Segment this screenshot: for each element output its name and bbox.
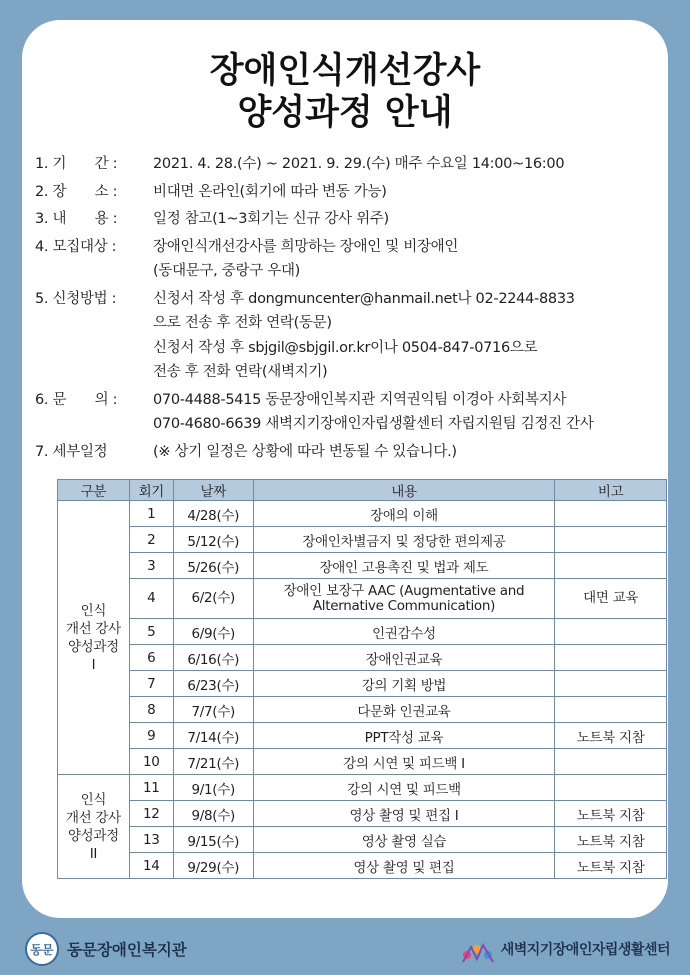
schedule-table bbox=[57, 479, 667, 879]
dongmun-logo-icon: 동문 bbox=[25, 932, 59, 966]
date-cell: 7/7(수) bbox=[173, 697, 253, 723]
note-cell bbox=[555, 645, 667, 671]
saebyeok-logo-icon bbox=[461, 935, 495, 963]
content-cell: 영상 촬영 및 편집 I bbox=[253, 801, 555, 827]
info-line: 으로 전송 후 전화 연락(동문) bbox=[153, 315, 332, 331]
session-cell: 7 bbox=[129, 671, 173, 697]
group-cell: 인식 개선 강사 양성과정 I bbox=[58, 501, 130, 775]
group-cell: 인식 개선 강사 양성과정 II bbox=[58, 775, 130, 879]
info-item-target bbox=[35, 235, 660, 284]
table-header-row bbox=[58, 480, 667, 501]
note-cell bbox=[555, 501, 667, 527]
content-cell: 강의 기획 방법 bbox=[253, 671, 555, 697]
date-cell: 5/12(수) bbox=[173, 527, 253, 553]
note-cell bbox=[555, 749, 667, 775]
session-cell: 13 bbox=[129, 827, 173, 853]
note-cell: 노트북 지참 bbox=[555, 801, 667, 827]
note-cell: 대면 교육 bbox=[555, 579, 667, 619]
session-cell: 4 bbox=[129, 579, 173, 619]
date-cell: 6/2(수) bbox=[173, 579, 253, 619]
info-line: 070-4680-6639 새벽지기장애인자립생활센터 자립지원팀 김정진 간사 bbox=[153, 416, 594, 432]
saebyeok-logo-block bbox=[461, 935, 670, 963]
date-cell: 9/15(수) bbox=[173, 827, 253, 853]
note-cell bbox=[555, 527, 667, 553]
table-row bbox=[58, 645, 667, 671]
content-cell: 장애인권교육 bbox=[253, 645, 555, 671]
table-row bbox=[58, 827, 667, 853]
note-cell bbox=[555, 553, 667, 579]
table-row bbox=[58, 697, 667, 723]
table-row bbox=[58, 671, 667, 697]
date-cell: 4/28(수) bbox=[173, 501, 253, 527]
info-value bbox=[153, 388, 660, 437]
table-row bbox=[58, 619, 667, 645]
info-item-period bbox=[35, 152, 660, 177]
session-cell: 8 bbox=[129, 697, 173, 723]
dongmun-name: 동문장애인복지관 bbox=[67, 941, 187, 959]
session-cell: 6 bbox=[129, 645, 173, 671]
info-line: 장애인식개선강사를 희망하는 장애인 및 비장애인 bbox=[153, 238, 459, 255]
content-cell: 장애인 고용촉진 및 법과 제도 bbox=[253, 553, 555, 579]
info-line: 070-4488-5415 동문장애인복지관 지역권익팀 이경아 사회복지사 bbox=[153, 391, 567, 408]
table-row bbox=[58, 579, 667, 619]
session-cell: 9 bbox=[129, 723, 173, 749]
info-item-apply bbox=[35, 287, 660, 385]
date-cell: 9/1(수) bbox=[173, 775, 253, 801]
content-cell: 장애의 이해 bbox=[253, 501, 555, 527]
info-value: 비대면 온라인(회기에 따라 변동 가능) bbox=[153, 183, 387, 200]
note-cell: 노트북 지참 bbox=[555, 853, 667, 879]
info-item-place bbox=[35, 180, 660, 205]
note-cell: 노트북 지참 bbox=[555, 723, 667, 749]
info-label: 2. 장 소 : bbox=[35, 183, 118, 200]
content-cell: 장애인 보장구 AAC (Augmentative and Alternative Communication) bbox=[253, 579, 555, 619]
content-cell: 영상 촬영 실습 bbox=[253, 827, 555, 853]
content-cell: 영상 촬영 및 편집 bbox=[253, 853, 555, 879]
date-cell: 9/8(수) bbox=[173, 801, 253, 827]
info-list bbox=[35, 152, 660, 464]
info-item-content bbox=[35, 207, 660, 232]
title-line-2: 양성과정 안내 bbox=[237, 93, 453, 133]
date-cell: 6/16(수) bbox=[173, 645, 253, 671]
date-cell: 9/29(수) bbox=[173, 853, 253, 879]
title-line-1: 장애인식개선강사 bbox=[209, 51, 481, 91]
column-header: 비고 bbox=[555, 480, 667, 501]
content-cell: PPT작성 교육 bbox=[253, 723, 555, 749]
info-line: (동대문구, 중랑구 우대) bbox=[153, 263, 301, 279]
session-cell: 12 bbox=[129, 801, 173, 827]
session-cell: 3 bbox=[129, 553, 173, 579]
table-row bbox=[58, 527, 667, 553]
session-cell: 2 bbox=[129, 527, 173, 553]
note-cell bbox=[555, 697, 667, 723]
content-cell: 강의 시연 및 피드백 bbox=[253, 775, 555, 801]
date-cell: 5/26(수) bbox=[173, 553, 253, 579]
table-row bbox=[58, 749, 667, 775]
session-cell: 14 bbox=[129, 853, 173, 879]
dongmun-logo-block bbox=[25, 932, 187, 966]
info-label: 4. 모집대상 : bbox=[35, 238, 117, 255]
content-cell: 인권감수성 bbox=[253, 619, 555, 645]
column-header: 내용 bbox=[253, 480, 555, 501]
session-cell: 5 bbox=[129, 619, 173, 645]
content-cell: 강의 시연 및 피드백 I bbox=[253, 749, 555, 775]
info-value: 일정 참고(1~3회기는 신규 강사 위주) bbox=[153, 211, 389, 227]
column-header: 회기 bbox=[129, 480, 173, 501]
info-label: 1. 기 간 : bbox=[35, 156, 118, 172]
table-row bbox=[58, 775, 667, 801]
saebyeok-name: 새벽지기장애인자립생활센터 bbox=[500, 942, 670, 958]
info-line: 전송 후 전화 연락(새벽지기) bbox=[153, 364, 328, 380]
info-value: 2021. 4. 28.(수) ~ 2021. 9. 29.(수) 매주 수요일 14:00~16:00 bbox=[153, 156, 565, 172]
notice-card bbox=[22, 20, 668, 918]
table-row bbox=[58, 501, 667, 527]
content-cell: 다문화 인권교육 bbox=[253, 697, 555, 723]
table-row bbox=[58, 723, 667, 749]
page-title bbox=[22, 50, 668, 134]
info-line: 신청서 작성 후 dongmuncenter@hanmail.net나 02-2244-8833 bbox=[153, 290, 575, 307]
table-row bbox=[58, 801, 667, 827]
content-cell: 장애인차별금지 및 정당한 편의제공 bbox=[253, 527, 555, 553]
info-value bbox=[153, 287, 660, 385]
note-cell bbox=[555, 775, 667, 801]
table-row bbox=[58, 853, 667, 879]
note-cell: 노트북 지참 bbox=[555, 827, 667, 853]
note-cell bbox=[555, 619, 667, 645]
date-cell: 6/9(수) bbox=[173, 619, 253, 645]
column-header: 구분 bbox=[58, 480, 130, 501]
info-line: 신청서 작성 후 sbjgil@sbjgil.or.kr이나 0504-847-0716으로 bbox=[153, 339, 538, 356]
date-cell: 7/14(수) bbox=[173, 723, 253, 749]
table-row bbox=[58, 553, 667, 579]
info-item-schedule bbox=[35, 440, 660, 465]
info-label: 6. 문 의 : bbox=[35, 391, 118, 408]
date-cell: 7/21(수) bbox=[173, 749, 253, 775]
table-body bbox=[58, 501, 667, 879]
session-cell: 10 bbox=[129, 749, 173, 775]
session-cell: 1 bbox=[129, 501, 173, 527]
info-label: 3. 내 용 : bbox=[35, 211, 118, 227]
info-item-contact bbox=[35, 388, 660, 437]
date-cell: 6/23(수) bbox=[173, 671, 253, 697]
session-cell: 11 bbox=[129, 775, 173, 801]
info-value bbox=[153, 235, 660, 284]
info-label: 7. 세부일정 bbox=[35, 443, 108, 460]
info-value: (※ 상기 일정은 상황에 따라 변동될 수 있습니다.) bbox=[153, 443, 457, 460]
info-label: 5. 신청방법 : bbox=[35, 290, 117, 307]
note-cell bbox=[555, 671, 667, 697]
column-header: 날짜 bbox=[173, 480, 253, 501]
